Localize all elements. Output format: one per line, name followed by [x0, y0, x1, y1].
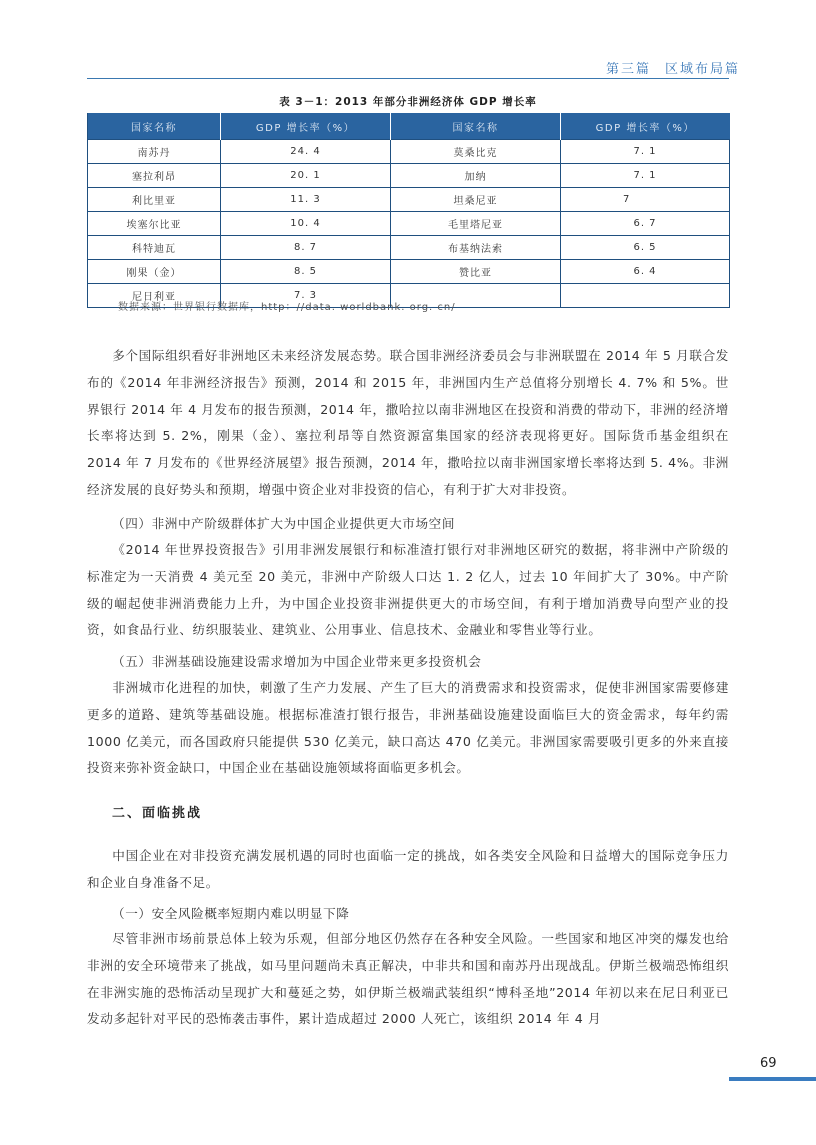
country-cell: 埃塞尔比亚	[88, 212, 221, 236]
section-title-challenges: 二、面临挑战	[112, 806, 203, 821]
growth-cell: 24. 4	[221, 140, 391, 164]
column-header: GDP 增长率（%）	[221, 113, 391, 140]
growth-cell: 6. 7	[561, 212, 730, 236]
table-row	[88, 236, 730, 260]
growth-cell: 7. 3	[221, 284, 391, 308]
country-cell: 布基纳法索	[391, 236, 561, 260]
paragraph-challenges: 中国企业在对非投资充满发展机遇的同时也面临一定的挑战，如各类安全风险和日益增大的国际竞争压力和企业自身准备不足。	[87, 848, 729, 890]
country-cell: 尼日利亚	[88, 284, 221, 308]
country-cell: 塞拉利昂	[88, 164, 221, 188]
gdp-growth-table	[87, 113, 730, 308]
country-cell: 毛里塔尼亚	[391, 212, 561, 236]
paragraph-middle-class: 《2014 年世界投资报告》引用非洲发展银行和标准渣打银行对非洲地区研究的数据，将非洲中产阶级的标准定为一天消费 4 美元至 20 美元，非洲中产阶级人口达 1. 2 亿人，过去 10 年间扩大了 30%。中产阶级的崛起使非洲消费能力上升，为中国企业投资非洲提供更大的市场空间，有利于增加消费导向型产业的投资，如食品行业、纺织服装业、建筑业、公用事业、信息技术、金融业和零售业等行业。	[87, 542, 729, 638]
column-header: GDP 增长率（%）	[561, 113, 730, 140]
paragraph-outlook: 多个国际组织看好非洲地区未来经济发展态势。联合国非洲经济委员会与非洲联盟在 2014 年 5 月联合发布的《2014 年非洲经济报告》预测，2014 和 2015 年，非洲国内生产总值将分别增长 4. 7% 和 5%。世界银行 2014 年 4 月发布的报告预测，2014 年，撒哈拉以南非洲地区在投资和消费的带动下，非洲的经济增长率将达到 5. 2%，刚果（金）、塞拉利昂等自然资源富集国家的经济表现将更好。国际货币基金组织在 2014 年 7 月发布的《世界经济展望》报告预测，2014 年，撒哈拉以南非洲国家增长率将达到 5. 4%。非洲经济发展的良好势头和预期，增强中资企业对非投资的信心，有利于扩大对非投资。	[87, 348, 729, 497]
running-head-part: 第三篇	[606, 62, 652, 77]
paragraph-infrastructure: 非洲城市化进程的加快，刺激了生产力发展、产生了巨大的消费需求和投资需求，促使非洲国家需要修建更多的道路、建筑等基础设施。根据标准渣打银行报告，非洲基础设施建设面临巨大的资金需求，每年约需 1000 亿美元，而各国政府只能提供 530 亿美元，缺口高达 470 亿美元。非洲国家需要吸引更多的外来直接投资来弥补资金缺口，中国企业在基础设施领域将面临更多机会。	[87, 680, 729, 776]
table-title: 表 3－1：2013 年部分非洲经济体 GDP 增长率	[279, 96, 537, 108]
country-cell: 科特迪瓦	[88, 236, 221, 260]
running-head-title: 区域布局篇	[665, 62, 741, 77]
table-row	[88, 260, 730, 284]
paragraph-security-risk: 尽管非洲市场前景总体上较为乐观，但部分地区仍然存在各种安全风险。一些国家和地区冲突的爆发也给非洲的安全环境带来了挑战，如马里问题尚未真正解决，中非共和国和南苏丹出现战乱。伊斯兰极端恐怖组织在非洲实施的恐怖活动呈现扩大和蔓延之势，如伊斯兰极端武装组织“博科圣地”2014 年初以来在尼日利亚已发动多起针对平民的恐怖袭击事件，累计造成超过 2000 人死亡，该组织 2014 年 4 月	[87, 931, 729, 1027]
table-source-note: 数据来源：世界银行数据库，http：//data. worldbank. org. cn/	[118, 302, 456, 313]
country-cell: 赞比亚	[391, 260, 561, 284]
column-header: 国家名称	[88, 113, 221, 140]
table-row	[88, 164, 730, 188]
country-cell: 南苏丹	[88, 140, 221, 164]
growth-cell: 11. 3	[221, 188, 391, 212]
growth-cell: 8. 7	[221, 236, 391, 260]
country-cell: 坦桑尼亚	[391, 188, 561, 212]
table-row	[88, 140, 730, 164]
table-header-row	[88, 113, 730, 140]
growth-cell: 8. 5	[221, 260, 391, 284]
page-number: 69	[760, 1056, 777, 1071]
country-cell: 利比里亚	[88, 188, 221, 212]
growth-cell: 10. 4	[221, 212, 391, 236]
growth-cell	[561, 284, 730, 308]
growth-cell: 6. 4	[561, 260, 730, 284]
running-head	[606, 58, 740, 77]
growth-cell: 7	[561, 188, 730, 212]
subheading-infrastructure: （五）非洲基础设施建设需求增加为中国企业带来更多投资机会	[112, 654, 482, 669]
table-row	[88, 212, 730, 236]
country-cell: 莫桑比克	[391, 140, 561, 164]
table-row	[88, 188, 730, 212]
country-cell: 刚果（金）	[88, 260, 221, 284]
growth-cell: 7. 1	[561, 164, 730, 188]
subheading-middle-class: （四）非洲中产阶级群体扩大为中国企业提供更大市场空间	[112, 516, 456, 531]
header-rule	[87, 78, 729, 79]
column-header: 国家名称	[391, 113, 561, 140]
subheading-security-risk: （一）安全风险概率短期内难以明显下降	[112, 906, 350, 921]
footer-rule	[729, 1077, 816, 1081]
growth-cell: 7. 1	[561, 140, 730, 164]
growth-cell: 20. 1	[221, 164, 391, 188]
growth-cell: 6. 5	[561, 236, 730, 260]
country-cell: 加纳	[391, 164, 561, 188]
